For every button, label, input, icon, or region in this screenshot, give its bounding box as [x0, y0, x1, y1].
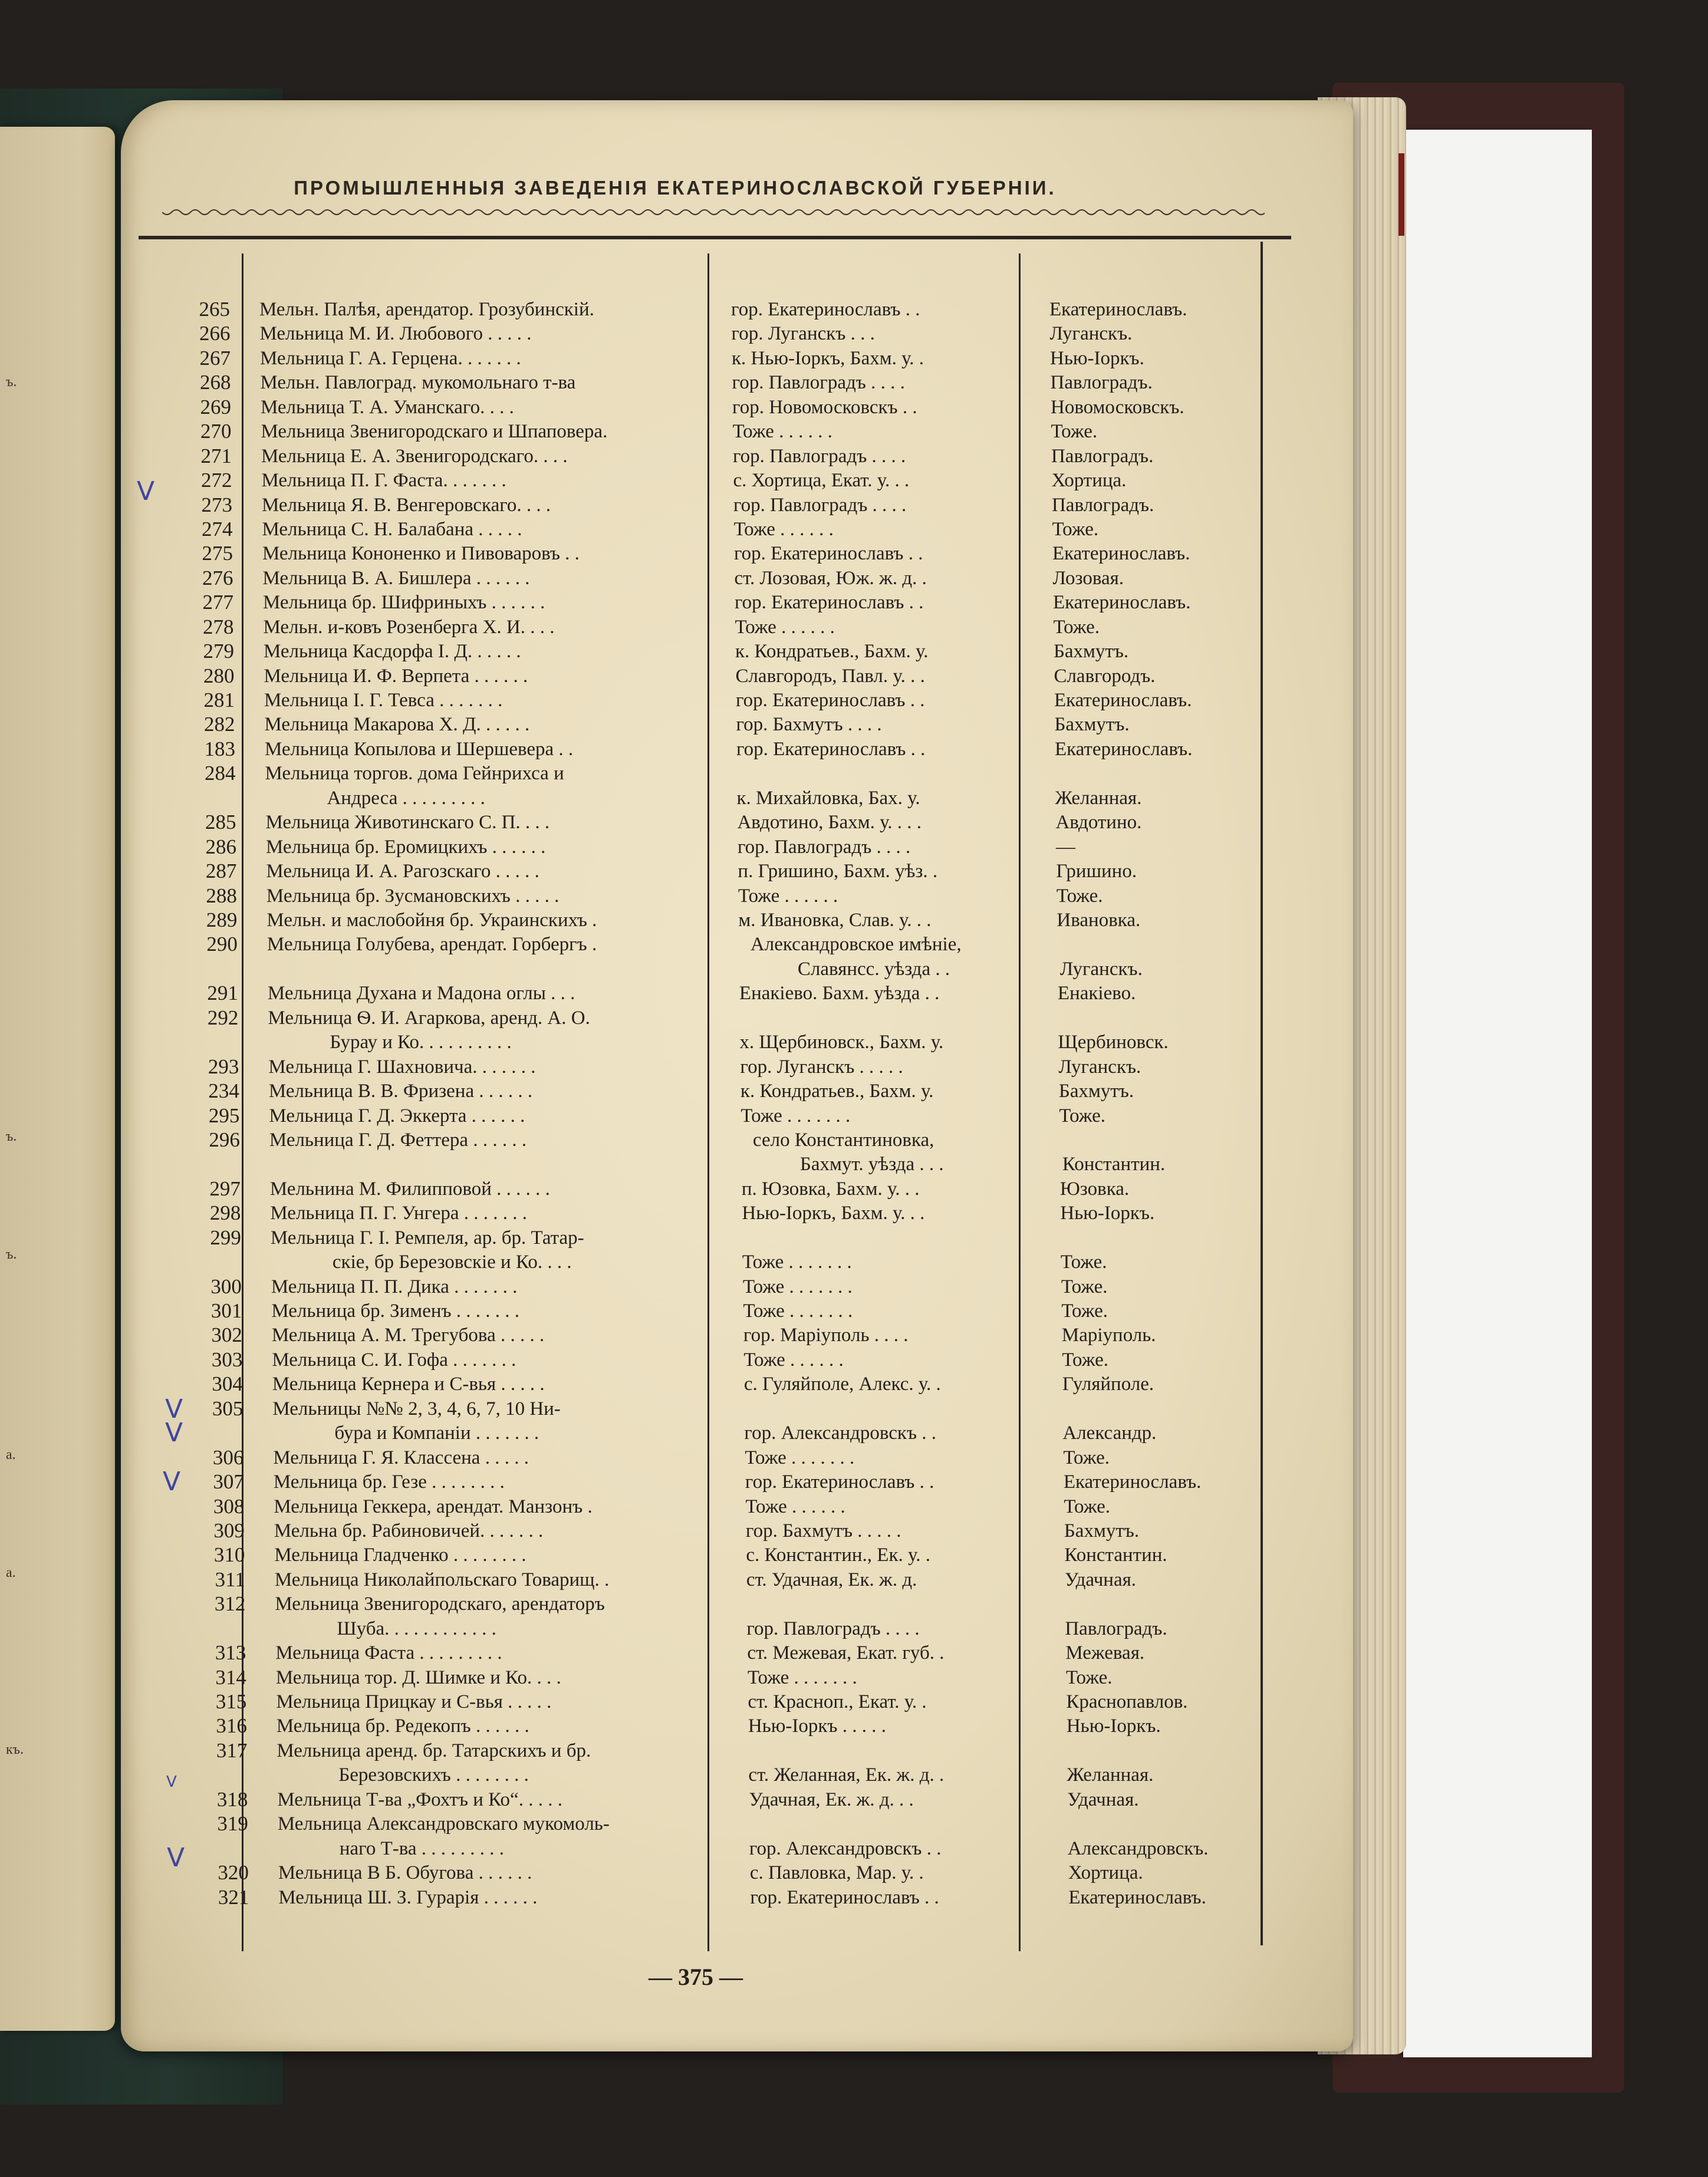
entry-location: Тоже . . . . . . . — [747, 1666, 857, 1688]
entry-number: 293 — [208, 1055, 239, 1078]
entry-name: Мельница Макарова Х. Д. . . . . . — [264, 714, 530, 736]
entry-number: 320 — [218, 1861, 249, 1885]
entry-number: 287 — [205, 859, 237, 883]
entry-location: с. Хортица, Екат. у. . . — [733, 470, 910, 492]
entry-name: Мельница Духана и Мадона оглы . . . — [267, 983, 575, 1004]
entry-location: Тоже . . . . . . — [735, 616, 835, 638]
entry-location: гор. Павлоградъ . . . . — [732, 372, 905, 394]
entry-name: Мельнина М. Филипповой . . . . . . — [269, 1178, 550, 1200]
entry-number: 312 — [214, 1592, 246, 1616]
entry-number: 304 — [212, 1372, 243, 1396]
entry-post-office: Бахмутъ. — [1058, 1081, 1134, 1102]
entry-number: 309 — [213, 1519, 245, 1542]
pencil-check-mark: V — [163, 1467, 181, 1497]
entry-location: Тоже . . . . . . . — [742, 1251, 852, 1273]
entry-name: Мельница Г. Д. Феттера . . . . . . — [269, 1129, 527, 1151]
entry-location: гор. Екатеринославъ . . — [736, 738, 926, 760]
entry-location-cont: Бахмут. уѣзда . . . — [799, 1154, 944, 1175]
entry-post-office: Тоже. — [1065, 1666, 1113, 1688]
entry-post-office: Луганскъ. — [1049, 323, 1133, 345]
entry-post-office: Тоже. — [1052, 518, 1099, 540]
entry-post-office: Удачная. — [1064, 1569, 1137, 1590]
entry-post-office: Нью-Іоркъ. — [1049, 347, 1144, 369]
entry-name: Мельна бр. Рабиновичей. . . . . . . — [274, 1520, 544, 1542]
entry-location: ст. Межевая, Екат. губ. . — [747, 1642, 944, 1664]
entry-name: Мельница Касдорфа I. Д. . . . . . — [263, 641, 521, 663]
entry-name: Мельница Копылова и Шершевера . . — [264, 738, 574, 760]
entry-post-office: Константин. — [1064, 1544, 1167, 1566]
entry-post-office: Гришино. — [1056, 861, 1137, 882]
entry-post-office: Юзовка. — [1059, 1178, 1130, 1200]
entry-post-office: Екатеринославъ. — [1063, 1471, 1202, 1493]
entry-name: Мельница П. П. Дика . . . . . . . — [271, 1276, 518, 1297]
entry-location: гор. Екатеринославъ . . — [735, 690, 925, 712]
entry-location: гор. Екатеринославъ . . — [750, 1886, 939, 1908]
entry-number: 289 — [206, 908, 238, 931]
entry-name: Мельн. Павлоград. мукомольнаго т-ва — [260, 372, 576, 394]
entry-name-cont: Шуба. . . . . . . . . . . . — [337, 1618, 496, 1639]
entry-number: 318 — [216, 1787, 248, 1811]
entry-post-office: Екатеринославъ. — [1054, 690, 1192, 712]
entry-name: Мельница Прицкау и С-вья . . . . . — [276, 1691, 552, 1713]
entry-location: Тоже . . . . . . . — [743, 1300, 853, 1322]
entry-post-office: Екатеринославъ. — [1049, 299, 1187, 320]
entry-location: с. Гуляйполе, Алекс. у. . — [743, 1374, 941, 1395]
entry-number: 279 — [203, 640, 234, 663]
entry-post-office: Удачная. — [1067, 1789, 1139, 1810]
left-fragment: ъ. — [6, 1129, 17, 1144]
entry-name: Мельница Т. А. Уманскаго. . . . — [260, 396, 514, 418]
entry-number: 268 — [199, 371, 231, 394]
entry-number: 266 — [199, 322, 231, 345]
entry-post-office: — — [1055, 836, 1075, 858]
entry-post-office: Бахмутъ. — [1054, 714, 1130, 736]
entry-name: Мельница Голубева, арендат. Горбергъ . — [266, 934, 597, 956]
red-bookmark — [1398, 153, 1404, 236]
entry-number: 295 — [208, 1104, 240, 1127]
entry-post-office: Нью-Іоркъ. — [1060, 1203, 1155, 1224]
entry-number: 314 — [215, 1665, 246, 1689]
entry-location: гор. Павлоградъ . . . . — [746, 1618, 920, 1639]
entry-name: Мельница Гладченко . . . . . . . . — [274, 1544, 526, 1566]
entry-post-office: Желанная. — [1067, 1764, 1154, 1786]
entry-location: Тоже . . . . . . . — [741, 1105, 851, 1127]
entry-number: 183 — [204, 737, 235, 760]
entry-name: Мельница С. Н. Балабана . . . . . — [262, 518, 522, 540]
entry-number: 299 — [210, 1226, 241, 1249]
page-header: ПРОМЫШЛЕННЫЯ ЗАВЕДЕНІЯ ЕКАТЕРИНОСЛАВСКОЙ ГУБЕРНІИ. — [294, 177, 1057, 199]
entry-location: Тоже . . . . . . — [732, 421, 832, 443]
entry-location: Енакіево. Бахм. уѣзда . . — [739, 983, 940, 1004]
table-top-rule — [139, 236, 1291, 239]
entry-location: гор. Екатеринославъ . . — [731, 299, 920, 320]
entry-post-office: Тоже. — [1061, 1300, 1108, 1322]
entry-post-office: Александр. — [1062, 1422, 1157, 1444]
entry-name: Мельница бр. Гезе . . . . . . . . — [273, 1471, 505, 1493]
entry-number: 275 — [202, 542, 233, 565]
entry-number: 290 — [206, 933, 238, 956]
entry-location: село Константиновка, — [752, 1129, 934, 1151]
entry-number: 284 — [204, 762, 236, 785]
entry-number: 291 — [207, 982, 238, 1005]
entry-name: Мельница Я. В. Венгеровскаго. . . . — [261, 494, 551, 516]
entry-name: Мельница Звенигородскаго и Шпаповера. — [261, 421, 608, 443]
entry-location: гор. Екатеринославъ . . — [745, 1471, 934, 1493]
entry-location: с. Павловка, Мар. у. . — [749, 1862, 924, 1884]
entry-location: ст. Красноп., Екат. у. . — [748, 1691, 927, 1713]
entry-location: ст. Желанная, Ек. ж. д. . — [748, 1764, 944, 1786]
entry-name: Мельница Г. А. Герцена. . . . . . . — [259, 347, 521, 369]
entry-number: 292 — [207, 1006, 239, 1029]
entry-number: 270 — [200, 420, 232, 443]
pencil-check-mark: V — [167, 1843, 185, 1873]
entry-post-office: Тоже. — [1060, 1251, 1107, 1273]
pencil-check-mark: V — [165, 1418, 183, 1448]
entry-post-office: Нью-Іоркъ. — [1066, 1715, 1161, 1737]
entry-number: 307 — [213, 1470, 244, 1494]
entry-post-office: Авдотино. — [1055, 812, 1142, 834]
entry-name: Мельница В Б. Обугова . . . . . . — [278, 1862, 532, 1884]
entry-post-office: Павлоградъ. — [1065, 1618, 1167, 1639]
entry-number: 321 — [218, 1885, 249, 1909]
entry-location-cont: Славянсс. уѣзда . . — [797, 958, 950, 980]
entry-number: 310 — [213, 1543, 245, 1567]
entry-name: Мельница Ѳ. И. Агаркова, аренд. А. О. — [268, 1007, 590, 1029]
entry-number: 280 — [203, 664, 235, 687]
left-page — [0, 127, 115, 2031]
entry-location: Тоже . . . . . . — [738, 885, 838, 907]
entry-post-office: Хортица. — [1051, 470, 1127, 492]
entry-post-office: Тоже. — [1056, 885, 1103, 907]
entry-name-cont: бура и Компаніи . . . . . . . — [334, 1422, 539, 1444]
entry-post-office: Лозовая. — [1052, 567, 1124, 589]
entry-post-office: Ивановка. — [1057, 909, 1141, 931]
entry-number: 303 — [211, 1348, 243, 1371]
entry-location: гор. Павлоградъ . . . . — [737, 836, 911, 858]
entry-name-cont: наго Т-ва . . . . . . . . . — [339, 1837, 505, 1859]
entry-location: х. Щербиновск., Бахм. у. — [739, 1032, 944, 1053]
entry-location: гор. Александровскъ . . — [744, 1422, 937, 1444]
entry-location: гор. Екатеринославъ . . — [734, 592, 924, 614]
entry-post-office: Павлоградъ. — [1051, 494, 1154, 516]
column-divider-location — [1019, 253, 1021, 1951]
entry-name: Мельница тор. Д. Шимке и Ко. . . . — [275, 1666, 561, 1688]
entry-post-office: Бахмутъ. — [1053, 641, 1129, 663]
entry-location: гор. Бахмутъ . . . . . — [745, 1520, 901, 1542]
entry-post-office: Луганскъ. — [1059, 958, 1143, 980]
left-fragment: къ. — [6, 1742, 24, 1757]
entry-location: гор. Екатеринославъ . . — [733, 543, 923, 565]
entry-name: Мельница Кононенко и Пивоваровъ . . — [262, 543, 580, 565]
entry-location: гор. Луганскъ . . . . . — [740, 1056, 903, 1078]
entry-location: Славгородъ, Павл. у. . . — [735, 665, 925, 687]
entry-name: Мельница Александровскаго мукомоль- — [277, 1813, 610, 1835]
entry-number: 300 — [210, 1274, 242, 1298]
entry-number: 298 — [209, 1201, 241, 1225]
entry-location: к. Михайловка, Бах. у. — [736, 787, 920, 809]
entry-number: 317 — [216, 1738, 248, 1762]
column-divider-name — [707, 253, 709, 1951]
entry-post-office: Краснопавлов. — [1066, 1691, 1188, 1713]
entry-location: Тоже . . . . . . — [745, 1496, 845, 1517]
entry-post-office: Межевая. — [1065, 1642, 1145, 1664]
entry-number: 267 — [199, 346, 231, 370]
entry-number: 271 — [200, 444, 232, 467]
entry-location: п. Юзовка, Бахм. у. . . — [741, 1178, 920, 1200]
entry-name: Мельница Фаста . . . . . . . . . — [275, 1642, 502, 1664]
entry-number: 319 — [217, 1812, 248, 1836]
entry-post-office: Павлоградъ. — [1051, 445, 1154, 467]
entry-location: Тоже . . . . . . — [743, 1349, 844, 1371]
entry-location: п. Гришино, Бахм. уѣз. . — [738, 861, 938, 882]
entry-number: 296 — [209, 1128, 240, 1151]
entry-number: 301 — [210, 1299, 242, 1322]
entry-name: Мельница Кернера и С-вья . . . . . — [272, 1374, 545, 1395]
entry-post-office: Гуляйполе. — [1062, 1374, 1154, 1395]
entry-location: ст. Удачная, Ек. ж. д. — [746, 1569, 917, 1590]
white-card — [1403, 130, 1592, 2057]
entry-post-office: Луганскъ. — [1058, 1056, 1141, 1078]
entry-number: 274 — [201, 517, 233, 541]
entry-name-cont: Андреса . . . . . . . . . — [327, 787, 485, 809]
entry-name: Мельница Ш. З. Гурарія . . . . . . — [278, 1886, 538, 1908]
left-fragment: а. — [6, 1447, 16, 1463]
entry-number: 311 — [215, 1567, 245, 1591]
entry-name: Мельница бр. Редекопъ . . . . . . — [276, 1715, 529, 1737]
column-divider-right — [1261, 242, 1263, 1945]
entry-name: Мельница М. И. Любового . . . . . — [259, 323, 532, 345]
entry-location: гор. Маріуполь . . . . — [743, 1325, 909, 1346]
entry-number: 276 — [202, 566, 233, 589]
entry-post-office: Константин. — [1062, 1154, 1166, 1175]
entry-name: Мельница Геккера, арендат. Манзонъ . — [274, 1496, 593, 1517]
entry-name: Мельница Е. А. Звенигородскаго. . . . — [261, 445, 568, 467]
entry-post-office: Тоже. — [1062, 1349, 1108, 1371]
entry-name: Мельница I. Г. Тевса . . . . . . . — [264, 690, 503, 712]
entry-number: 286 — [205, 835, 236, 858]
entry-name: Мельница А. М. Трегубова . . . . . — [271, 1325, 545, 1346]
entry-name: Мельница Г. Шахновича. . . . . . . — [268, 1056, 536, 1078]
entry-number: 265 — [199, 298, 230, 321]
entry-name: Мельница Г. Д. Эккерта . . . . . . — [269, 1105, 525, 1127]
pencil-check-mark: V — [165, 1394, 183, 1424]
entry-location: к. Нью-Іоркъ, Бахм. у. . — [731, 347, 924, 369]
entry-post-office: Енакіево. — [1057, 983, 1136, 1004]
entry-location: гор. Бахмутъ . . . . — [736, 714, 882, 736]
entry-location: к. Кондратьев., Бахм. у. — [740, 1081, 934, 1102]
entry-name: Мельницы №№ 2, 3, 4, 6, 7, 10 Ни- — [272, 1398, 561, 1420]
entry-name-cont: Березовскихъ . . . . . . . . — [338, 1764, 529, 1786]
entry-location: ст. Лозовая, Юж. ж. д. . — [734, 567, 927, 589]
entry-post-office: Маріуполь. — [1061, 1325, 1156, 1346]
entry-number: 313 — [215, 1641, 246, 1665]
entry-number: 269 — [200, 395, 231, 419]
entry-name: Мельница аренд. бр. Татарскихъ и бр. — [277, 1740, 591, 1761]
entry-name-cont: Бурау и Ко. . . . . . . . . . — [330, 1032, 512, 1053]
left-fragment: ъ. — [6, 1247, 17, 1262]
entry-name: Мельница С. И. Гофа . . . . . . . — [272, 1349, 516, 1371]
entry-number: 282 — [203, 713, 235, 736]
entry-location: Александровское имѣніе, — [750, 934, 962, 956]
entry-post-office: Тоже. — [1053, 616, 1100, 638]
left-fragment: а. — [6, 1565, 16, 1580]
entry-number: 305 — [212, 1397, 243, 1420]
entry-location: гор. Павлоградъ . . . . — [733, 494, 907, 516]
entry-post-office: Тоже. — [1051, 421, 1098, 443]
entry-name: Мельница бр. Зименъ . . . . . . . — [271, 1300, 520, 1322]
entry-number: 308 — [213, 1494, 245, 1518]
entry-post-office: Желанная. — [1055, 787, 1142, 809]
entry-location: м. Ивановка, Слав. у. . . — [738, 909, 932, 931]
entry-name: Мельница П. Г. Фаста. . . . . . . — [261, 470, 506, 492]
left-fragment: ъ. — [6, 374, 17, 390]
entry-number: 278 — [202, 615, 234, 638]
entry-post-office: Екатеринославъ. — [1052, 543, 1190, 565]
entry-post-office: Екатеринославъ. — [1054, 738, 1193, 760]
entry-name: Мельница Г. I. Ремпеля, ар. бр. Татар- — [270, 1227, 584, 1249]
entry-number: 234 — [208, 1079, 239, 1103]
entry-number: 315 — [215, 1690, 247, 1714]
entry-post-office: Тоже. — [1064, 1496, 1110, 1517]
entry-name: Мельница Г. Я. Классена . . . . . — [273, 1447, 529, 1468]
entry-name: Мельница И. Ф. Верпета . . . . . . — [264, 665, 528, 687]
entry-location: Тоже . . . . . . — [733, 518, 834, 540]
entry-location: гор. Луганскъ . . . — [731, 323, 875, 345]
entry-post-office: Щербиновск. — [1058, 1032, 1169, 1053]
entry-name: Мельница В. А. Бишлера . . . . . . — [262, 567, 530, 589]
pencil-check-mark: V — [137, 476, 155, 506]
entry-location: Нью-Іоркъ . . . . . — [748, 1715, 886, 1737]
entry-location: к. Кондратьев., Бахм. у. — [735, 641, 929, 663]
entry-name: Мельница И. А. Рагозскаго . . . . . — [266, 861, 539, 882]
entry-location: Удачная, Ек. ж. д. . . — [749, 1789, 914, 1810]
entry-number: 272 — [200, 469, 232, 492]
entry-name: Мельница бр. Еромицкихъ . . . . . . — [265, 836, 546, 858]
entry-location: гор. Александровскъ . . — [749, 1837, 942, 1859]
entry-number: 297 — [209, 1177, 241, 1200]
entry-name: Мельница Николайпольскаго Товарищ. . — [274, 1569, 610, 1590]
entry-post-office: Бахмутъ. — [1064, 1520, 1140, 1542]
entry-post-office: Тоже. — [1059, 1105, 1106, 1127]
entry-name: Мельница Животинскаго С. П. . . . — [265, 812, 550, 834]
entry-number: 302 — [211, 1323, 242, 1347]
entry-post-office: Павлоградъ. — [1050, 372, 1153, 394]
entry-post-office: Тоже. — [1063, 1447, 1110, 1468]
decorative-wavy-rule — [162, 200, 1265, 224]
entry-name: Мельница бр. Шифриныхъ . . . . . . — [262, 592, 545, 614]
entry-number: 281 — [203, 689, 235, 712]
entry-post-office: Екатеринославъ. — [1068, 1886, 1206, 1908]
entry-number: 285 — [205, 811, 236, 834]
entry-location: гор. Павлоградъ . . . . — [732, 445, 906, 467]
entry-name-cont: скіе, бр Березовскіе и Ко. . . . — [332, 1251, 572, 1273]
entry-number: 316 — [216, 1714, 247, 1738]
entry-location: Нью-Іоркъ, Бахм. у. . . — [742, 1203, 925, 1224]
entry-name: Мельница В. В. Фризена . . . . . . — [268, 1081, 533, 1102]
entry-name: Мельница бр. Зусмановскихъ . . . . . — [266, 885, 560, 907]
pencil-tick: V — [166, 1773, 177, 1791]
entry-number: 273 — [201, 493, 232, 516]
entry-location: Тоже . . . . . . . — [742, 1276, 853, 1297]
entry-location: Авдотино, Бахм. у. . . . — [737, 812, 922, 834]
entry-post-office: Александровскъ. — [1067, 1837, 1209, 1859]
entry-post-office: Екатеринославъ. — [1052, 592, 1191, 614]
entry-post-office: Славгородъ. — [1054, 665, 1156, 687]
entry-post-office: Тоже. — [1061, 1276, 1108, 1297]
page-number: — 375 — — [649, 1964, 743, 1990]
entry-name: Мельн. Палѣя, арендатор. Грозубинскій. — [259, 299, 594, 320]
entry-name: Мельница торгов. дома Гейнрихса и — [265, 763, 564, 785]
entry-number: 306 — [212, 1445, 244, 1469]
entry-name: Мельница Т-ва „Фохтъ и Ко“. . . . . — [277, 1789, 562, 1810]
entry-name: Мельница Звенигородскаго, арендаторъ — [275, 1593, 605, 1615]
entry-location: с. Константин., Ек. у. . — [746, 1544, 930, 1566]
entry-location: гор. Новомосковскъ . . — [732, 396, 917, 418]
entry-name: Мельница П. Г. Унгера . . . . . . . — [270, 1203, 528, 1224]
entry-number: 277 — [202, 591, 233, 614]
entry-name: Мельн. и-ковъ Розенберга Х. И. . . . — [263, 616, 555, 638]
entry-location: Тоже . . . . . . . — [745, 1447, 855, 1468]
entry-name: Мельн. и маслобойня бр. Украинскихъ . — [266, 909, 597, 931]
entry-post-office: Новомосковскъ. — [1050, 396, 1184, 418]
entry-number: 288 — [206, 884, 237, 907]
entry-post-office: Хортица. — [1068, 1862, 1143, 1884]
